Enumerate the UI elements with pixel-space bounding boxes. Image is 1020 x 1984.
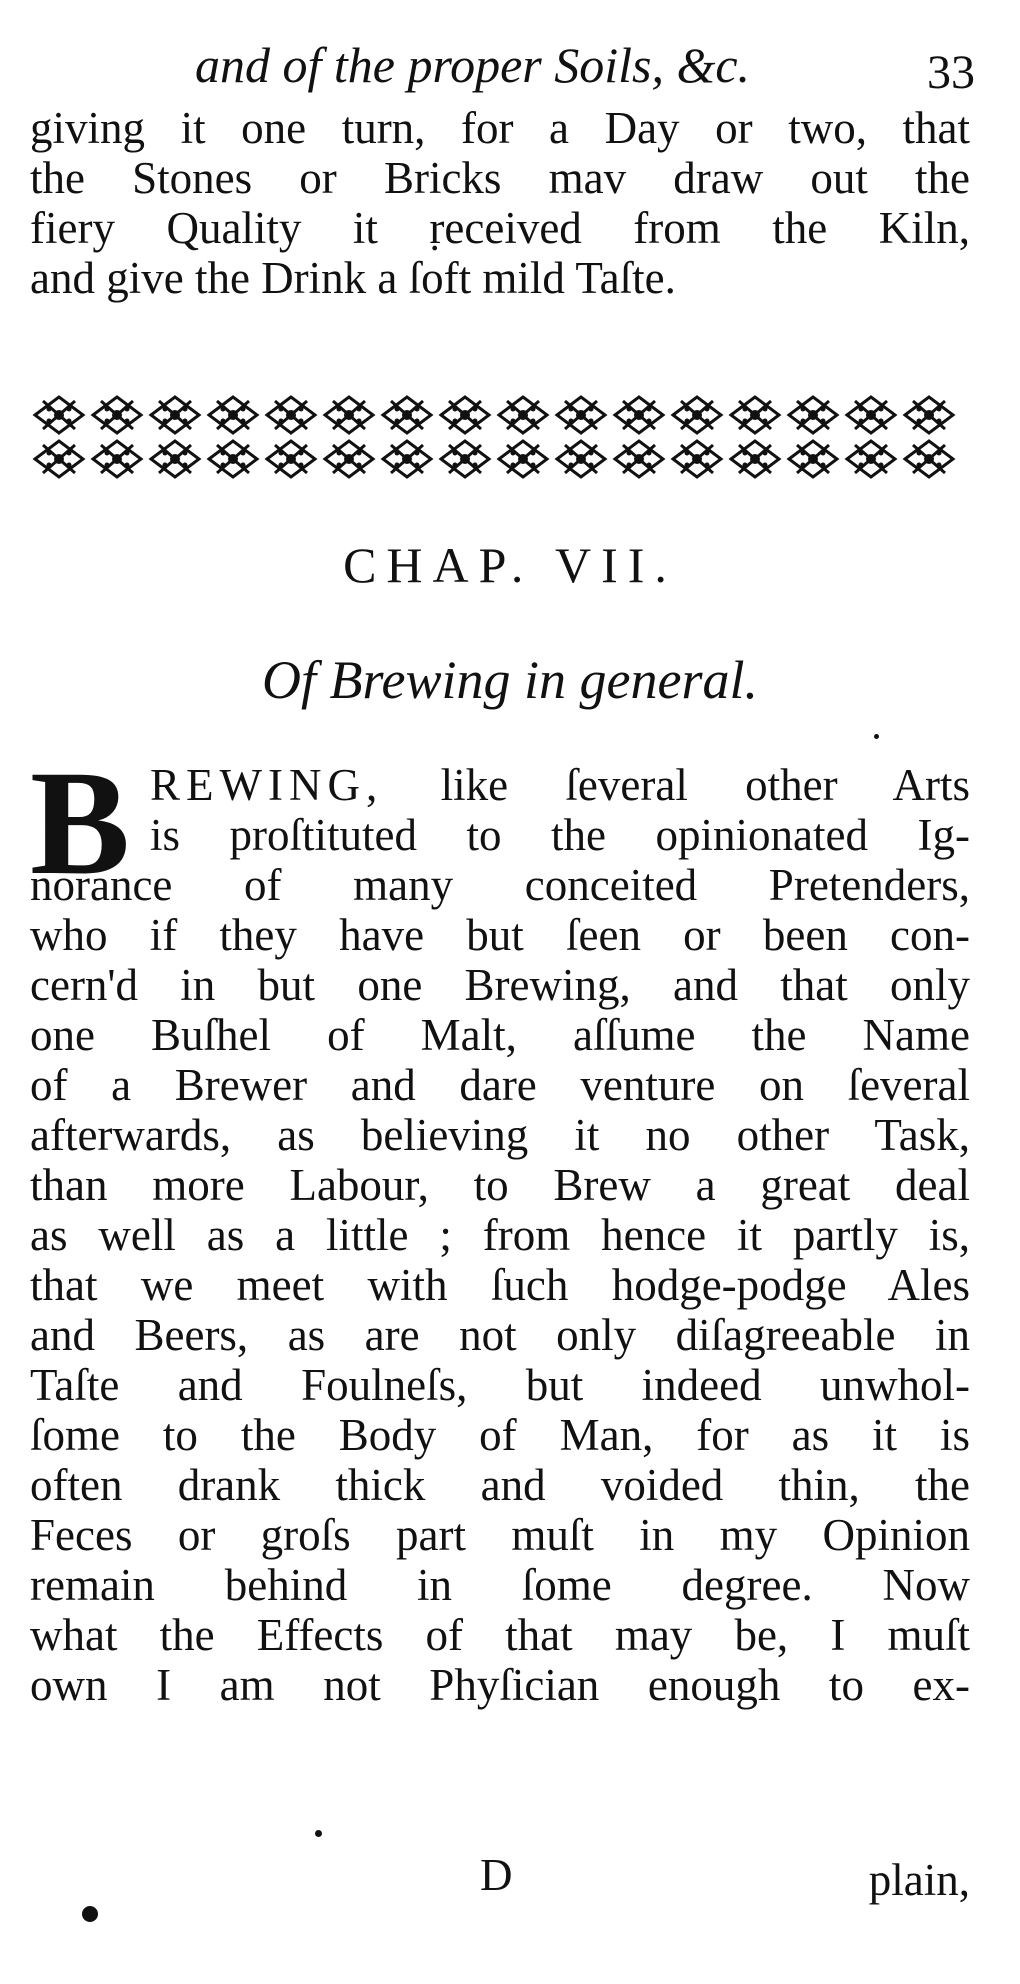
ornament-rosette: [267, 397, 315, 433]
ornament-rosette: [441, 397, 489, 433]
text-line: afterwards, as believing it no other Task,: [30, 1110, 970, 1160]
ornament-rosette: [615, 441, 663, 477]
ornament-rosette: [673, 441, 721, 477]
text-line: cern'd in but one Brewing, and that only: [30, 960, 970, 1010]
ornament-rosette: [499, 397, 547, 433]
text-line: Taſte and Foulneſs, but indeed unwhol-: [30, 1360, 970, 1410]
text-line: and give the Drink a ſoft mild Taſte.: [30, 253, 676, 303]
page-number: 33: [927, 46, 975, 99]
text-line-first: [150, 760, 970, 810]
text-line: who if they have but ſeen or been con-: [30, 910, 970, 960]
text-line: Feces or groſs part muſt in my Opinion: [30, 1510, 970, 1560]
text-line: that we meet with ſuch hodge-podge Ales: [30, 1260, 970, 1310]
ornament-rosette: [847, 397, 895, 433]
first-line-rest: like ſeveral other Arts: [440, 760, 970, 810]
first-word: REWING,: [150, 760, 384, 810]
ornament-rosette: [731, 397, 779, 433]
ornament-rosette: [731, 441, 779, 477]
text-line: what the Effects of that may be, I muſt: [30, 1610, 970, 1660]
ornament-row: [35, 397, 953, 477]
ornament-rosette: [267, 441, 315, 477]
ornament-rosette: [151, 441, 199, 477]
running-title: and of the proper Soils, &c.: [195, 37, 751, 93]
chapter-heading: CHAP. VII.: [343, 537, 677, 593]
text-line: ſome to the Body of Man, for as it is: [30, 1410, 970, 1460]
chapter-title: Of Brewing in general.: [262, 650, 758, 710]
text-line: one Buſhel of Malt, aſſume the Name: [30, 1010, 970, 1060]
ornament-rosette: [673, 397, 721, 433]
text-line: and Beers, as are not only diſagreeable in: [30, 1310, 970, 1360]
ornament-rosette: [209, 441, 257, 477]
ornament-rosette: [441, 441, 489, 477]
text-line: norance of many conceited Pretenders,: [30, 860, 970, 910]
ink-speck: [874, 734, 879, 739]
text-line: giving it one turn, for a Day or two, that: [30, 103, 970, 153]
signature-mark: D: [480, 1850, 513, 1900]
ornament-rosette: [557, 397, 605, 433]
ornament-rosette: [209, 397, 257, 433]
ornament-rosette: [93, 441, 141, 477]
catchword: plain,: [868, 1855, 970, 1905]
text-line: often drank thick and voided thin, the: [30, 1460, 970, 1510]
ornament-rosette: [325, 397, 373, 433]
continued-paragraph: [30, 103, 970, 303]
ornament-rosette: [615, 397, 663, 433]
text-line: remain behind in ſome degree. Now: [30, 1560, 970, 1610]
ornament-rosette: [847, 441, 895, 477]
text-line: the Stones or Bricks mav draw out the: [30, 153, 970, 203]
text-line: of a Brewer and dare venture on ſeveral: [30, 1060, 970, 1110]
text-line: is proſtituted to the opinionated Ig-: [150, 810, 970, 860]
ornament-rosette: [93, 397, 141, 433]
ornament-rosette: [151, 397, 199, 433]
text-line: own I am not Phyſician enough to ex-: [30, 1660, 970, 1710]
ink-speck: [315, 1830, 322, 1837]
ornament-rosette: [557, 441, 605, 477]
ornament-band: [30, 393, 970, 481]
ink-speck: [82, 1906, 98, 1922]
ornament-rosette: [499, 441, 547, 477]
ornament-rosette: [905, 441, 953, 477]
ornament-rosette: [35, 397, 83, 433]
text-line: than more Labour, to Brew a great deal: [30, 1160, 970, 1210]
ornament-rosette: [35, 441, 83, 477]
ornament-rosette: [905, 397, 953, 433]
page-header: [195, 30, 975, 100]
chapter-body: [30, 760, 970, 1710]
text-line: as well as a little ; from hence it partly is,: [30, 1210, 970, 1260]
ornament-rosette: [325, 441, 373, 477]
text-line: fiery Quality it ṛeceived from the Kiln,: [30, 203, 970, 253]
drop-cap: B: [30, 740, 131, 906]
ornament-rosette: [383, 441, 431, 477]
ornament-rosette: [383, 397, 431, 433]
ornament-rosette: [789, 441, 837, 477]
ornament-rosette: [789, 397, 837, 433]
